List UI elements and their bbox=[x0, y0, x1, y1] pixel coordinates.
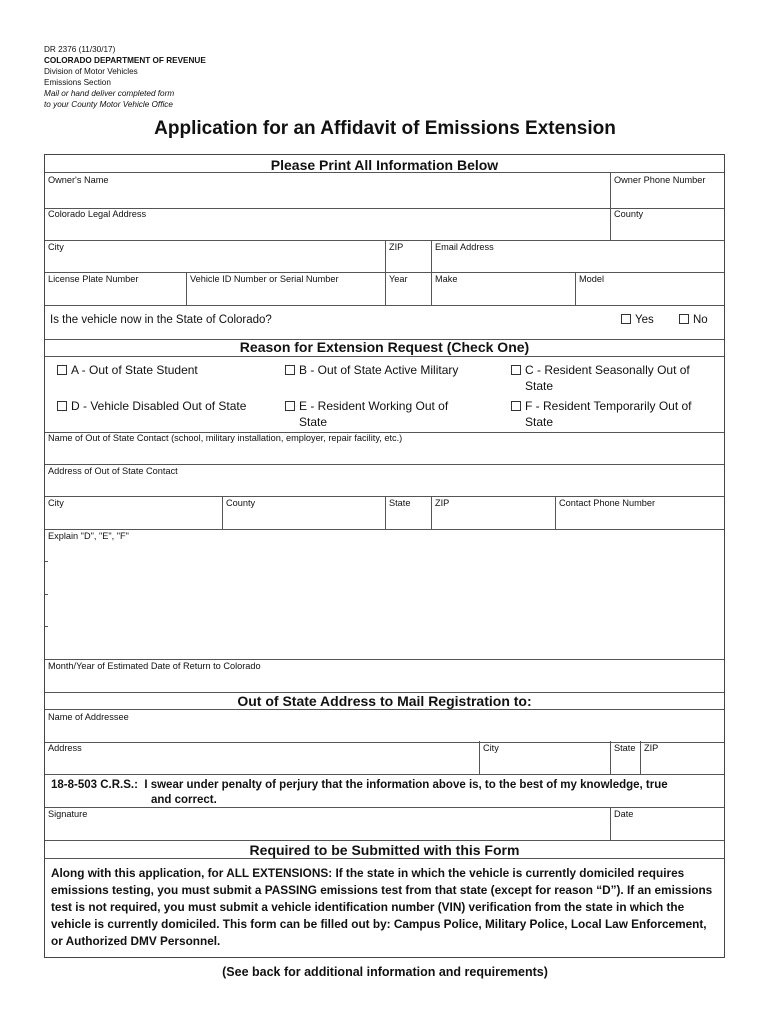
addressee-label: Name of Addressee bbox=[48, 712, 129, 722]
form-header bbox=[44, 44, 206, 110]
section-name: Emissions Section bbox=[44, 78, 111, 87]
signature-field[interactable] bbox=[45, 807, 610, 840]
mail-state-label: State bbox=[614, 743, 636, 753]
required-section-body bbox=[45, 858, 724, 959]
option-c-checkbox[interactable] bbox=[511, 365, 521, 375]
required-section-heading: Required to be Submitted with this Form bbox=[249, 842, 520, 858]
explain-label: Explain "D", "E", "F" bbox=[48, 531, 129, 541]
owners-name-label: Owner's Name bbox=[48, 175, 109, 185]
option-e-label: E - Resident Working Out of State bbox=[299, 399, 449, 429]
contact-name-label: Name of Out of State Contact (school, military installation, employer, repair facility, etc.) bbox=[48, 433, 403, 443]
yes-label: Yes bbox=[635, 314, 654, 326]
form-title: Application for an Affidavit of Emissions Extension bbox=[154, 118, 616, 139]
option-b[interactable] bbox=[285, 362, 458, 378]
explain-line-tick bbox=[45, 594, 48, 595]
oath-statement bbox=[45, 774, 724, 808]
zip-field[interactable] bbox=[385, 240, 431, 272]
option-c-label: C - Resident Seasonally Out of State bbox=[525, 363, 690, 393]
option-a-checkbox[interactable] bbox=[57, 365, 67, 375]
addressee-field[interactable] bbox=[45, 709, 724, 743]
mail-instructions-line-1: Mail or hand deliver completed form bbox=[44, 89, 175, 98]
application-form bbox=[44, 154, 725, 958]
no-label: No bbox=[693, 314, 708, 326]
owner-section-heading: Please Print All Information Below bbox=[270, 157, 499, 173]
license-plate-label: License Plate Number bbox=[48, 274, 139, 284]
option-f[interactable] bbox=[511, 398, 710, 430]
explain-field[interactable] bbox=[45, 529, 724, 660]
contact-phone-field[interactable] bbox=[555, 496, 724, 529]
required-text: Along with this application, for ALL EXTENSIONS: If the state in which the vehicle is currently domiciled requires emissions testing, you must submit a PASSING emissions test from that state (except for reason “D”). If an emissions test is not required, you must submit a vehicle identification number (VIN) verification from the state in which the vehicle is currently domiciled. This form can be filled out by: Campus Police, Military Police, Local Law Enforcement, or Authorized DMV Personnel. bbox=[51, 866, 713, 948]
city-label: City bbox=[48, 242, 64, 252]
mail-state-field[interactable] bbox=[610, 741, 640, 774]
option-f-label: F - Resident Temporarily Out of State bbox=[525, 399, 692, 429]
explain-line-tick bbox=[45, 561, 48, 562]
signature-label: Signature bbox=[48, 809, 88, 819]
email-label: Email Address bbox=[435, 242, 494, 252]
mail-zip-label: ZIP bbox=[644, 743, 659, 753]
zip-label: ZIP bbox=[389, 242, 404, 252]
legal-address-field[interactable] bbox=[45, 207, 610, 240]
return-date-field[interactable] bbox=[45, 659, 724, 693]
contact-state-label: State bbox=[389, 498, 411, 508]
mail-address-field[interactable] bbox=[45, 741, 479, 774]
contact-address-field[interactable] bbox=[45, 464, 724, 497]
contact-name-field[interactable] bbox=[45, 431, 724, 465]
option-d-checkbox[interactable] bbox=[57, 401, 67, 411]
mail-section-heading: Out of State Address to Mail Registration to: bbox=[237, 693, 532, 709]
contact-zip-field[interactable] bbox=[431, 496, 555, 529]
return-date-label: Month/Year of Estimated Date of Return to Colorado bbox=[48, 661, 261, 671]
mail-zip-field[interactable] bbox=[640, 741, 724, 774]
contact-phone-label: Contact Phone Number bbox=[559, 498, 656, 508]
contact-address-label: Address of Out of State Contact bbox=[48, 466, 178, 476]
vin-field[interactable] bbox=[186, 272, 385, 305]
option-b-checkbox[interactable] bbox=[285, 365, 295, 375]
mail-city-field[interactable] bbox=[479, 741, 610, 774]
yes-checkbox[interactable] bbox=[621, 314, 631, 324]
yes-option[interactable] bbox=[621, 314, 654, 326]
county-label: County bbox=[614, 209, 644, 219]
in-colorado-question: Is the vehicle now in the State of Colorado? bbox=[50, 314, 272, 326]
division-name: Division of Motor Vehicles bbox=[44, 67, 138, 76]
department-name: COLORADO DEPARTMENT OF REVENUE bbox=[44, 56, 206, 65]
option-d[interactable] bbox=[57, 398, 246, 414]
legal-address-label: Colorado Legal Address bbox=[48, 209, 147, 219]
oath-citation: 18-8-503 C.R.S.: bbox=[51, 779, 138, 791]
county-field[interactable] bbox=[610, 207, 724, 240]
owners-name-field[interactable] bbox=[45, 173, 610, 208]
vin-label: Vehicle ID Number or Serial Number bbox=[190, 274, 339, 284]
footer-note: (See back for additional information and requirements) bbox=[222, 965, 548, 979]
option-e-checkbox[interactable] bbox=[285, 401, 295, 411]
make-field[interactable] bbox=[431, 272, 575, 305]
make-label: Make bbox=[435, 274, 458, 284]
form-id: DR 2376 (11/30/17) bbox=[44, 45, 116, 54]
reason-section-heading: Reason for Extension Request (Check One) bbox=[239, 339, 530, 355]
contact-city-field[interactable] bbox=[45, 496, 222, 529]
option-e[interactable] bbox=[285, 398, 469, 430]
option-c[interactable] bbox=[511, 362, 710, 394]
license-plate-field[interactable] bbox=[45, 272, 186, 305]
owner-phone-label: Owner Phone Number bbox=[614, 175, 706, 185]
mail-address-label: Address bbox=[48, 743, 82, 753]
year-field[interactable] bbox=[385, 272, 431, 305]
option-a[interactable] bbox=[57, 362, 198, 378]
oath-text-line-1: I swear under penalty of perjury that the information above is, to the best of my knowledge, true bbox=[144, 779, 668, 791]
date-field[interactable] bbox=[610, 807, 724, 840]
option-d-label: D - Vehicle Disabled Out of State bbox=[71, 399, 247, 413]
contact-city-label: City bbox=[48, 498, 64, 508]
mail-instructions-line-2: to your County Motor Vehicle Office bbox=[44, 100, 173, 109]
contact-zip-label: ZIP bbox=[435, 498, 450, 508]
contact-county-label: County bbox=[226, 498, 256, 508]
no-option[interactable] bbox=[679, 314, 708, 326]
oath-text-line-2: and correct. bbox=[151, 794, 217, 806]
city-field[interactable] bbox=[45, 240, 385, 272]
owner-phone-field[interactable] bbox=[610, 173, 724, 208]
option-f-checkbox[interactable] bbox=[511, 401, 521, 411]
model-label: Model bbox=[579, 274, 605, 284]
contact-state-field[interactable] bbox=[385, 496, 431, 529]
explain-line-tick bbox=[45, 626, 48, 627]
no-checkbox[interactable] bbox=[679, 314, 689, 324]
option-a-label: A - Out of State Student bbox=[71, 363, 198, 377]
year-label: Year bbox=[389, 274, 408, 284]
email-field[interactable] bbox=[431, 240, 724, 272]
date-label: Date bbox=[614, 809, 634, 819]
mail-city-label: City bbox=[483, 743, 499, 753]
model-field[interactable] bbox=[575, 272, 724, 305]
contact-county-field[interactable] bbox=[222, 496, 385, 529]
option-b-label: B - Out of State Active Military bbox=[299, 363, 459, 377]
